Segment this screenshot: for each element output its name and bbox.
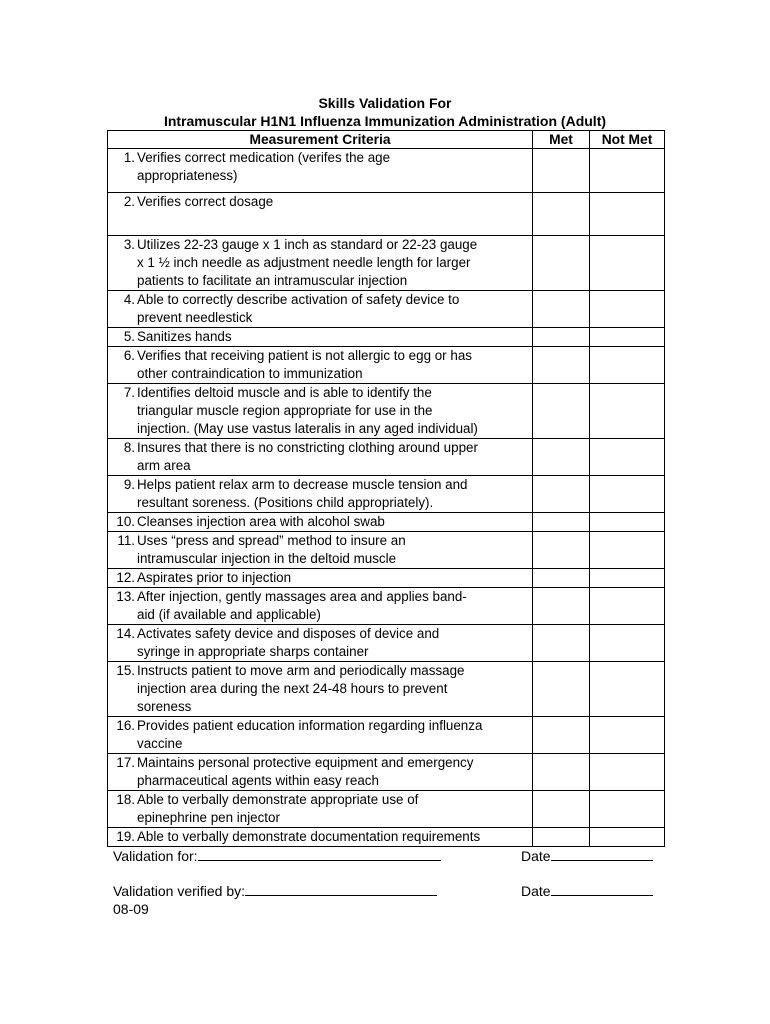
met-cell[interactable] <box>533 347 590 384</box>
not-met-cell[interactable] <box>590 328 665 347</box>
not-met-cell[interactable] <box>590 384 665 439</box>
criteria-number: 19. <box>116 829 135 844</box>
not-met-cell[interactable] <box>590 754 665 791</box>
met-cell[interactable] <box>533 791 590 828</box>
not-met-cell[interactable] <box>590 149 665 193</box>
met-cell[interactable] <box>533 662 590 717</box>
table-header-row <box>108 131 665 149</box>
criteria-text: Maintains personal protective equipment and emergency pharmaceutical agents within easy reach <box>137 755 474 788</box>
criteria-cell <box>108 588 533 625</box>
table-row <box>108 791 665 828</box>
criteria-cell <box>108 828 533 847</box>
met-cell[interactable] <box>533 532 590 569</box>
met-cell[interactable] <box>533 717 590 754</box>
form-title: Skills Validation For <box>318 95 452 111</box>
criteria-cell <box>108 754 533 791</box>
validation-for-label: Validation for: <box>113 848 198 864</box>
criteria-text: Verifies correct dosage <box>137 194 274 209</box>
criteria-cell <box>108 476 533 513</box>
met-cell[interactable] <box>533 569 590 588</box>
table-row <box>108 347 665 384</box>
date-line-1 <box>521 846 653 865</box>
not-met-cell[interactable] <box>590 569 665 588</box>
criteria-text: Able to verbally demonstrate appropriate use of epinephrine pen injector <box>137 792 419 825</box>
validation-for-field[interactable] <box>198 846 441 861</box>
criteria-number: 3. <box>123 237 135 252</box>
met-cell[interactable] <box>533 625 590 662</box>
criteria-number: 12. <box>116 570 135 585</box>
criteria-table <box>107 130 665 847</box>
criteria-cell <box>108 791 533 828</box>
not-met-cell[interactable] <box>590 625 665 662</box>
criteria-text: Verifies correct medication (verifes the age appropriateness) <box>137 150 391 183</box>
table-row <box>108 328 665 347</box>
table-row <box>108 439 665 476</box>
met-cell[interactable] <box>533 291 590 328</box>
criteria-number: 2. <box>123 194 135 209</box>
criteria-cell <box>108 384 533 439</box>
met-cell[interactable] <box>533 588 590 625</box>
table-row <box>108 625 665 662</box>
criteria-text: Verifies that receiving patient is not allergic to egg or has other contraindication to immunization <box>137 348 472 381</box>
table-row <box>108 149 665 193</box>
table-row <box>108 717 665 754</box>
criteria-cell <box>108 149 533 193</box>
verified-by-line <box>113 881 437 900</box>
criteria-number: 18. <box>116 792 135 807</box>
criteria-number: 11. <box>117 533 135 548</box>
criteria-number: 13. <box>116 589 135 604</box>
header-met: Met <box>533 131 590 149</box>
table-row <box>108 193 665 236</box>
met-cell[interactable] <box>533 384 590 439</box>
table-row <box>108 569 665 588</box>
criteria-cell <box>108 328 533 347</box>
criteria-number: 5. <box>123 329 135 344</box>
criteria-cell <box>108 662 533 717</box>
criteria-cell <box>108 513 533 532</box>
met-cell[interactable] <box>533 439 590 476</box>
validation-for-line <box>113 846 441 865</box>
criteria-number: 1. <box>123 150 135 165</box>
date-field-2[interactable] <box>551 881 653 896</box>
criteria-text: Able to correctly describe activation of safety device to prevent needlestick <box>137 292 460 325</box>
criteria-text: Cleanses injection area with alcohol swab <box>137 514 385 529</box>
criteria-cell <box>108 532 533 569</box>
criteria-text: Utilizes 22-23 gauge x 1 inch as standard or 22-23 gauge x 1 ½ inch needle as adjustment needle length for larger patients to facilitate an intramuscular injection <box>137 237 478 288</box>
not-met-cell[interactable] <box>590 513 665 532</box>
table-row <box>108 384 665 439</box>
criteria-number: 9. <box>123 477 135 492</box>
criteria-cell <box>108 291 533 328</box>
met-cell[interactable] <box>533 476 590 513</box>
verified-by-field[interactable] <box>245 881 437 896</box>
criteria-number: 4. <box>123 292 135 307</box>
date-line-2 <box>521 881 653 900</box>
criteria-number: 8. <box>123 440 135 455</box>
criteria-number: 15. <box>116 663 135 678</box>
date-label-1: Date <box>521 848 551 864</box>
date-label-2: Date <box>521 883 551 899</box>
not-met-cell[interactable] <box>590 532 665 569</box>
table-row <box>108 532 665 569</box>
criteria-cell <box>108 193 533 236</box>
criteria-number: 16. <box>116 718 135 733</box>
criteria-number: 17. <box>116 755 135 770</box>
criteria-cell <box>108 569 533 588</box>
criteria-text: Provides patient education information regarding influenza vaccine <box>137 718 483 751</box>
met-cell[interactable] <box>533 236 590 291</box>
met-cell[interactable] <box>533 193 590 236</box>
criteria-text: Instructs patient to move arm and periodically massage injection area during the next 24-48 hours to prevent soreness <box>137 663 465 714</box>
criteria-number: 14. <box>116 626 135 641</box>
met-cell[interactable] <box>533 328 590 347</box>
criteria-text: Uses “press and spread” method to insure an intramuscular injection in the deltoid muscle <box>137 533 406 566</box>
verified-by-label: Validation verified by: <box>113 883 246 899</box>
header-criteria: Measurement Criteria <box>108 131 533 149</box>
table-row <box>108 662 665 717</box>
criteria-cell <box>108 439 533 476</box>
criteria-cell <box>108 625 533 662</box>
criteria-cell <box>108 347 533 384</box>
not-met-cell[interactable] <box>590 828 665 847</box>
met-cell[interactable] <box>533 149 590 193</box>
table-row <box>108 828 665 847</box>
not-met-cell[interactable] <box>590 291 665 328</box>
not-met-cell[interactable] <box>590 193 665 236</box>
table-row <box>108 513 665 532</box>
met-cell[interactable] <box>533 513 590 532</box>
table-row <box>108 236 665 291</box>
criteria-cell <box>108 236 533 291</box>
header-not-met: Not Met <box>590 131 665 149</box>
criteria-text: Identifies deltoid muscle and is able to identify the triangular muscle region appropriate for use in the injection. (May use vastus lateralis in any aged individual) <box>137 385 478 436</box>
table-row <box>108 588 665 625</box>
table-row <box>108 476 665 513</box>
not-met-cell[interactable] <box>590 717 665 754</box>
criteria-text: Activates safety device and disposes of device and syringe in appropriate sharps container <box>137 626 440 659</box>
date-field-1[interactable] <box>551 846 653 861</box>
table-row <box>108 754 665 791</box>
not-met-cell[interactable] <box>590 476 665 513</box>
not-met-cell[interactable] <box>590 236 665 291</box>
criteria-text: Able to verbally demonstrate documentation requirements <box>137 829 481 844</box>
criteria-number: 10. <box>116 514 135 529</box>
criteria-text: Insures that there is no constricting clothing around upper arm area <box>137 440 478 473</box>
criteria-cell <box>108 717 533 754</box>
not-met-cell[interactable] <box>590 662 665 717</box>
criteria-text: Aspirates prior to injection <box>137 570 292 585</box>
criteria-text: Helps patient relax arm to decrease muscle tension and resultant soreness. (Positions child appropriately). <box>137 477 468 510</box>
form-code: 08-09 <box>113 901 149 917</box>
criteria-number: 6. <box>123 348 135 363</box>
criteria-text: Sanitizes hands <box>137 329 232 344</box>
not-met-cell[interactable] <box>590 588 665 625</box>
met-cell[interactable] <box>533 828 590 847</box>
form-subtitle: Intramuscular H1N1 Influenza Immunization Administration (Adult) <box>163 113 607 129</box>
table-row <box>108 291 665 328</box>
criteria-number: 7. <box>123 385 135 400</box>
not-met-cell[interactable] <box>590 347 665 384</box>
criteria-text: After injection, gently massages area and applies band- aid (if available and applicable) <box>137 589 467 622</box>
met-cell[interactable] <box>533 754 590 791</box>
not-met-cell[interactable] <box>590 791 665 828</box>
not-met-cell[interactable] <box>590 439 665 476</box>
